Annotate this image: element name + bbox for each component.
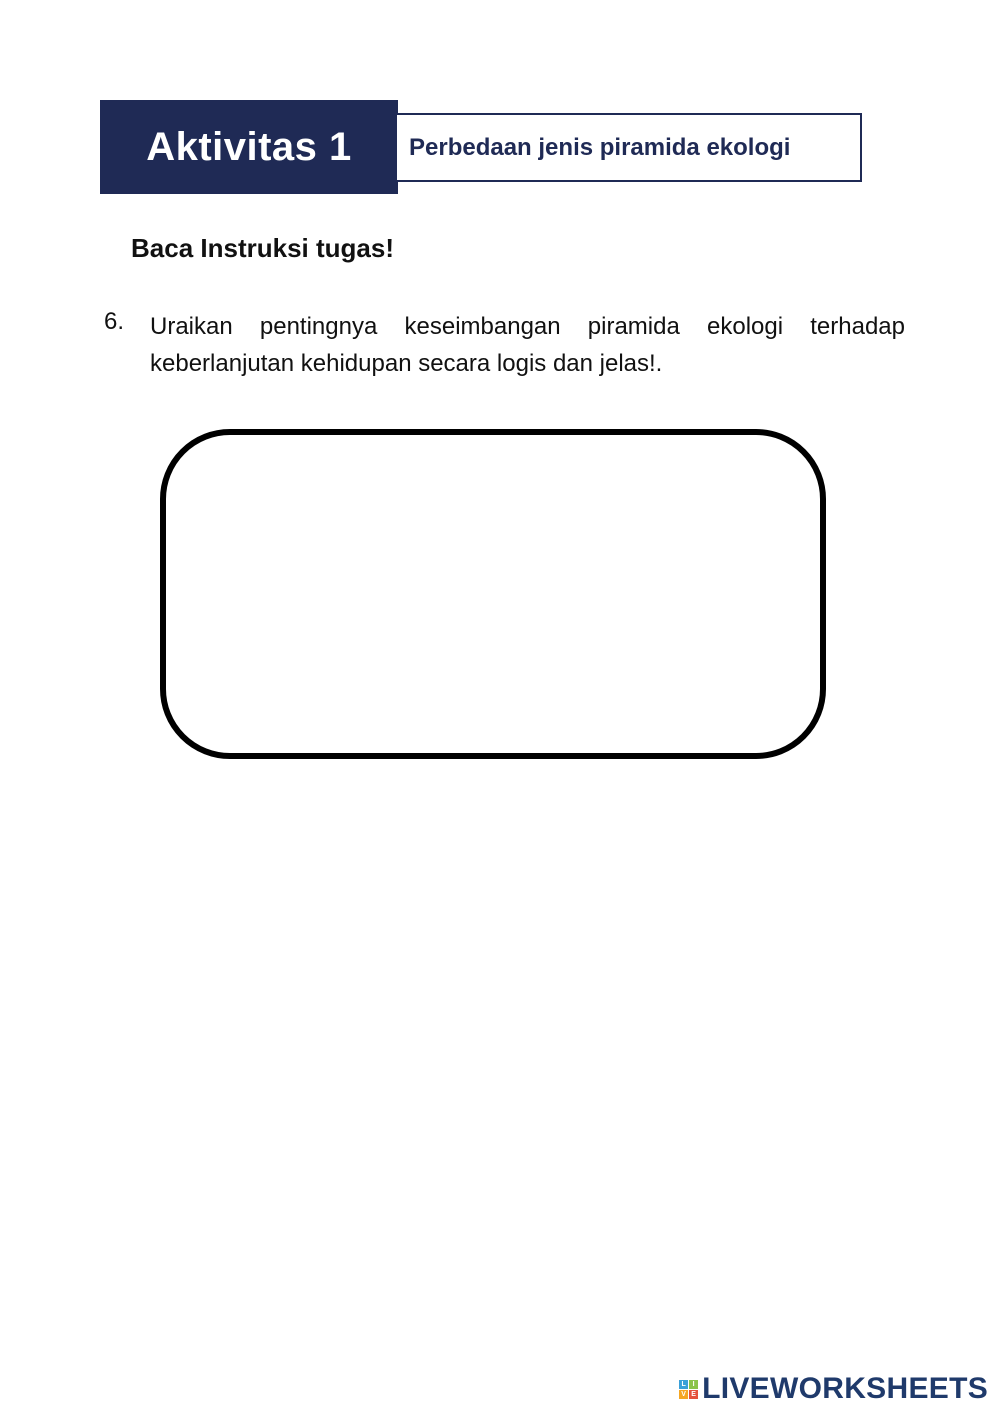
logo-letter-e: E <box>689 1390 698 1399</box>
question-number: 6. <box>104 308 125 335</box>
logo-letter-v: V <box>679 1390 688 1399</box>
activity-subtitle: Perbedaan jenis piramida ekologi <box>409 133 791 161</box>
activity-title-banner <box>100 100 398 194</box>
liveworksheets-logo-text: LIVEWORKSHEETS <box>702 1372 988 1405</box>
instruction-heading: Baca Instruksi tugas! <box>131 233 394 263</box>
liveworksheets-logo-icon <box>679 1380 698 1399</box>
answer-text-box[interactable] <box>160 429 826 759</box>
activity-subtitle-box <box>397 113 862 182</box>
logo-letter-i: I <box>689 1380 698 1389</box>
logo-letter-l: L <box>679 1380 688 1389</box>
liveworksheets-logo <box>679 1372 988 1406</box>
activity-title: Aktivitas 1 <box>146 124 352 169</box>
question-text: Uraikan pentingnya keseimbangan piramida ekologi terhadap keberlanjutan kehidupan secara logis dan jelas!. <box>150 313 905 377</box>
